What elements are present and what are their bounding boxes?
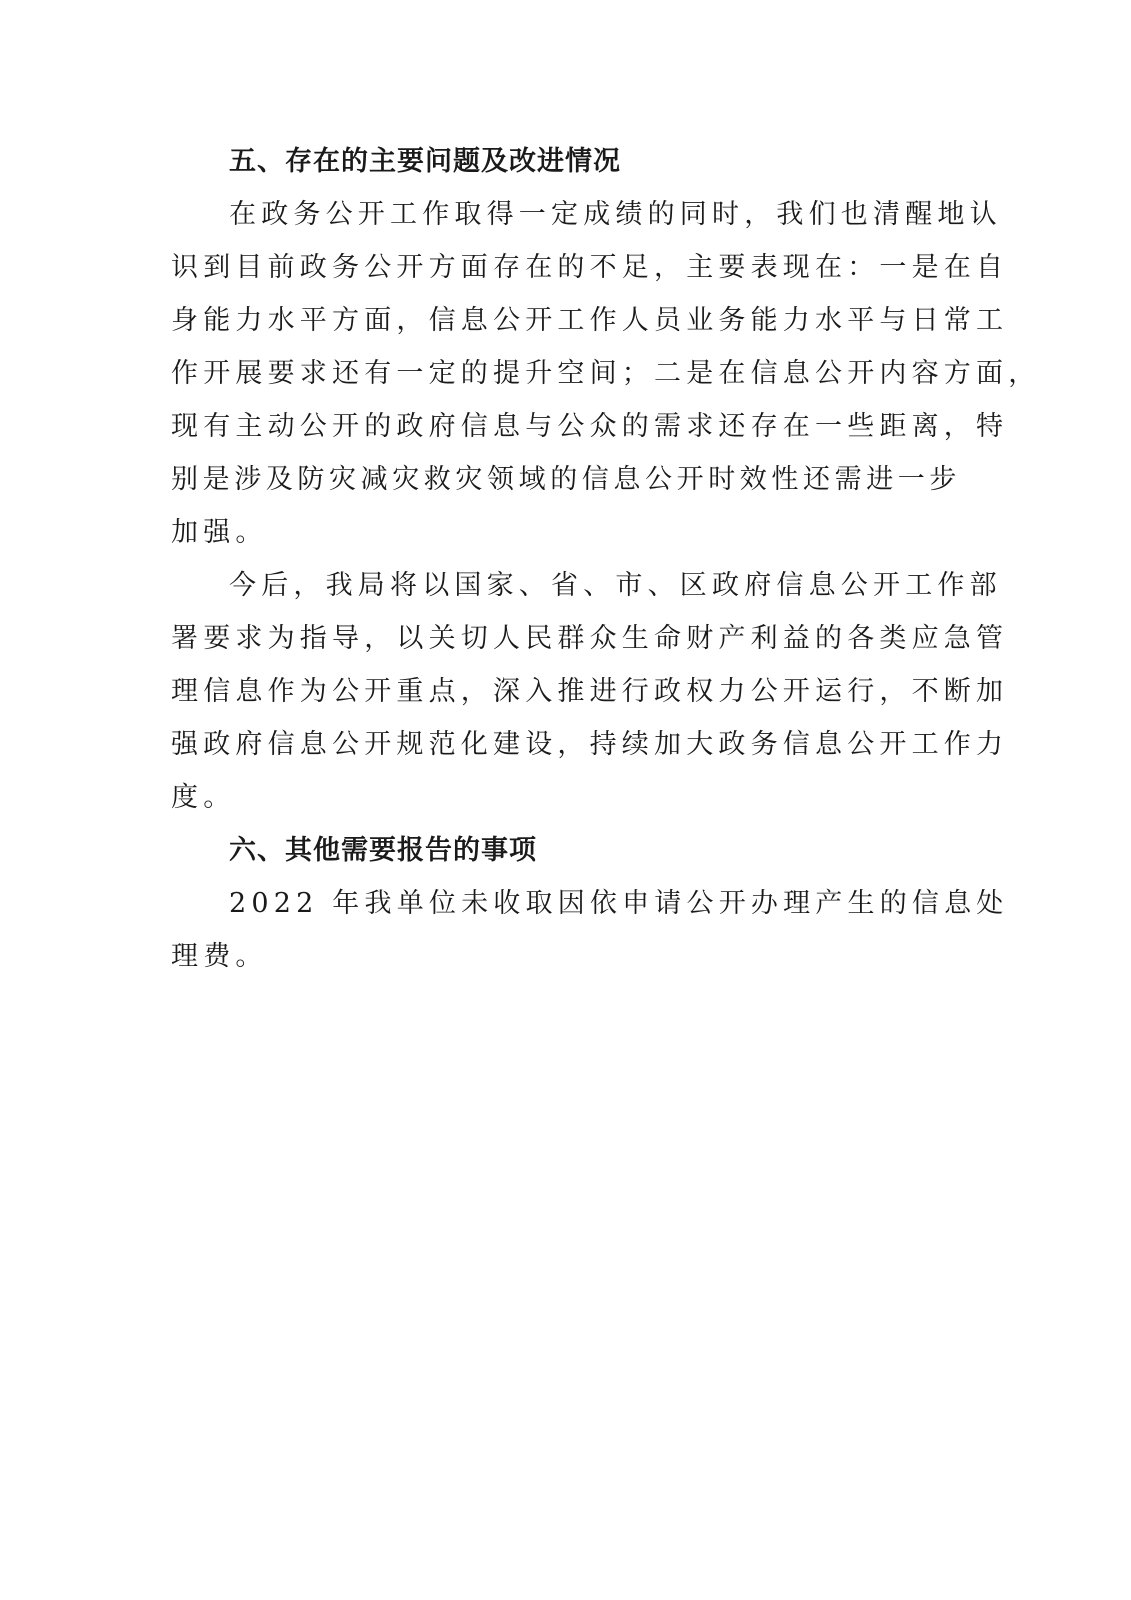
section-6-heading: 六、其他需要报告的事项 — [229, 835, 537, 866]
section-5-paragraph-1 — [171, 188, 1041, 559]
paragraph-line: 理信息作为公开重点，深入推进行政权力公开运行，不断加 — [171, 676, 1009, 707]
paragraph-line: 现有主动公开的政府信息与公众的需求还存在一些距离，特 — [171, 411, 1009, 442]
paragraph-line: 强政府信息公开规范化建设，持续加大政务信息公开工作力 — [171, 729, 1009, 760]
paragraph-line: 2022 年我单位未收取因依申请公开办理产生的信息处 — [229, 888, 1009, 919]
section-5-heading: 五、存在的主要问题及改进情况 — [229, 146, 621, 177]
paragraph-line: 署要求为指导，以关切人民群众生命财产利益的各类应急管 — [171, 623, 1009, 654]
document-body — [171, 135, 1041, 983]
paragraph-line: 作开展要求还有一定的提升空间；二是在信息公开内容方面， — [171, 358, 1041, 389]
paragraph-line: 身能力水平方面，信息公开工作人员业务能力水平与日常工 — [171, 305, 1009, 336]
paragraph-line: 今后，我局将以国家、省、市、区政府信息公开工作部 — [229, 570, 1002, 601]
section-5-paragraph-2 — [171, 559, 1009, 824]
paragraph-line: 在政务公开工作取得一定成绩的同时，我们也清醒地认 — [229, 199, 1002, 230]
paragraph-line: 识到目前政务公开方面存在的不足，主要表现在：一是在自 — [171, 252, 1009, 283]
section-6-paragraph-1 — [171, 877, 1009, 983]
paragraph-line: 别是涉及防灾减灾救灾领域的信息公开时效性还需进一步 — [171, 464, 961, 495]
paragraph-line: 理费。 — [171, 941, 268, 972]
paragraph-line: 加强。 — [171, 517, 268, 548]
paragraph-line: 度。 — [171, 782, 236, 813]
